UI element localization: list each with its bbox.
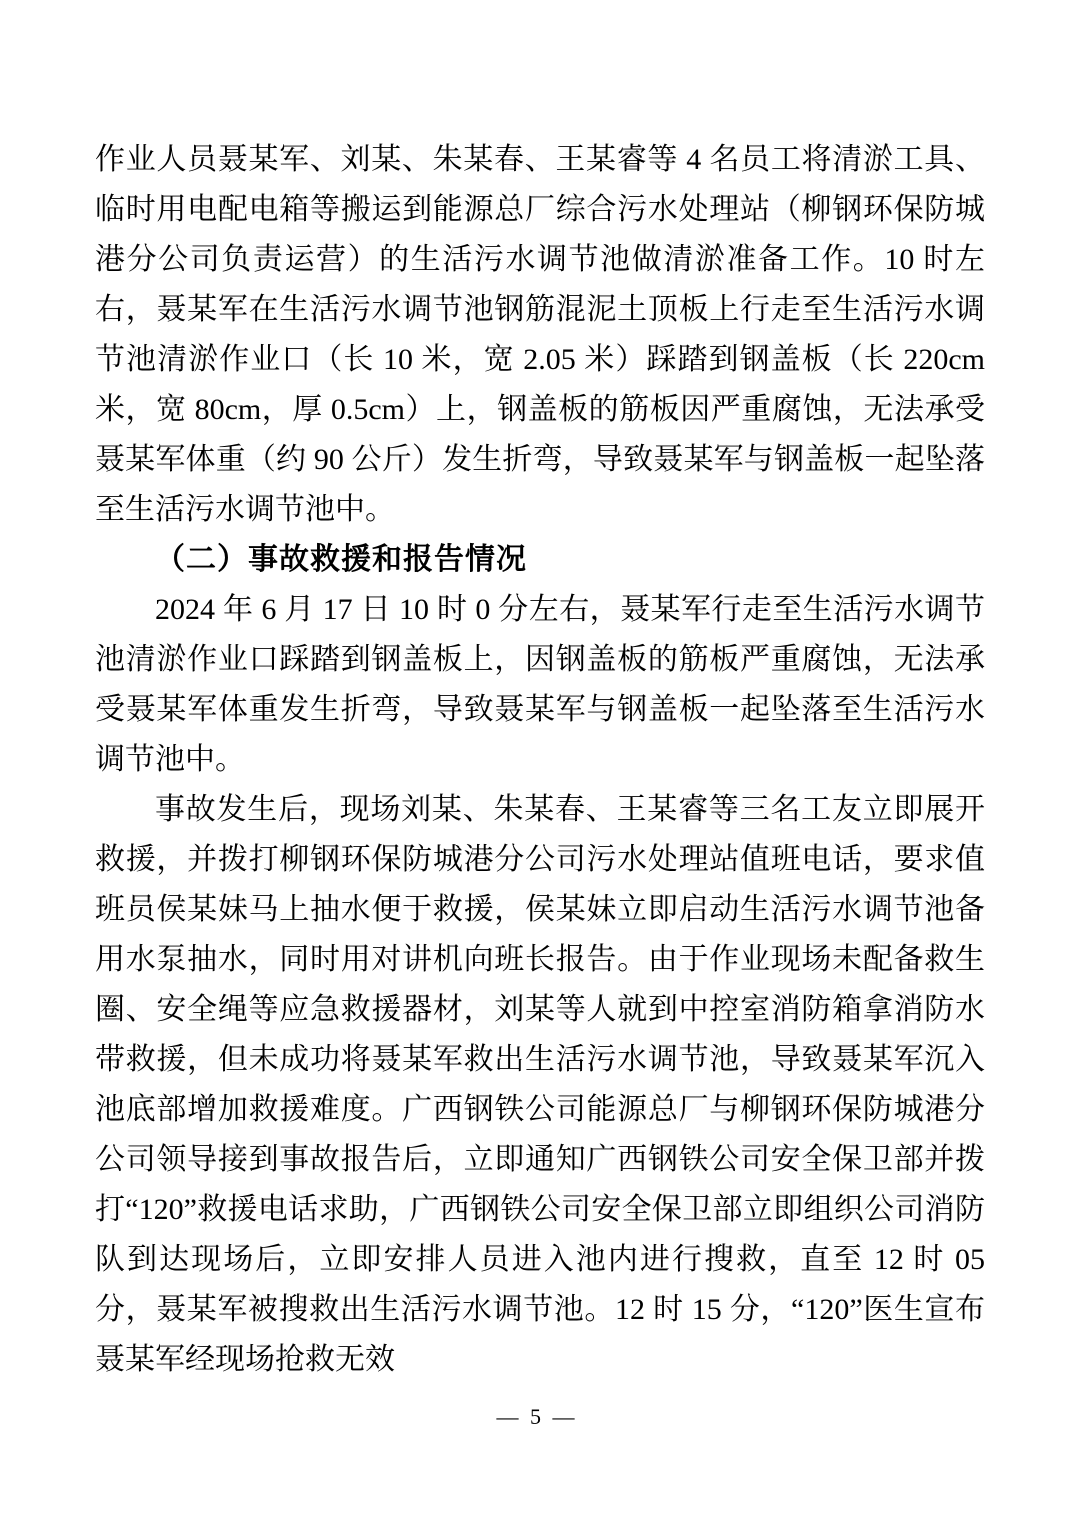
paragraph-rescue-details: 事故发生后，现场刘某、朱某春、王某睿等三名工友立即展开救援，并拨打柳钢环保防城港分公司污水处理站值班电话，要求值班员侯某妹马上抽水便于救援，侯某妹立即启动生活污水调节池备用水泵抽水，同时用对讲机向班长报告。由于作业现场未配备救生圈、安全绳等应急救援器材，刘某等人就到中控室消防箱拿消防水带救援，但未成功将聂某军救出生活污水调节池，导致聂某军沉入池底部增加救援难度。广西钢铁公司能源总厂与柳钢环保防城港分公司领导接到事故报告后，立即通知广西钢铁公司安全保卫部并拨打“120”救援电话求助，广西钢铁公司安全保卫部立即组织公司消防队到达现场后，立即安排人员进入池内进行搜救，直至 12 时 05 分，聂某军被搜救出生活污水调节池。12 时 15 分，“120”医生宣布聂某军经现场抢救无效 xyxy=(95,793,985,1376)
page-number: — 5 — xyxy=(496,1404,578,1429)
paragraph-accident-occurrence: 作业人员聂某军、刘某、朱某春、王某睿等 4 名员工将清淤工具、临时用电配电箱等搬运到能源总厂综合污水处理站（柳钢环保防城港分公司负责运营）的生活污水调节池做清淤准备工作。10 时左右，聂某军在生活污水调节池钢筋混泥土顶板上行走至生活污水调节池清淤作业口（长 10 米，宽 2.05 米）踩踏到钢盖板（长 220cm米，宽 80cm，厚 0.5cm）上，钢盖板的筋板因严重腐蚀，无法承受聂某军体重（约 90 公斤）发生折弯，导致聂某军与钢盖板一起坠落至生活污水调节池中。 xyxy=(95,143,985,526)
document-body xyxy=(95,135,985,1385)
section-heading-rescue-report: （二）事故救援和报告情况 xyxy=(155,543,527,576)
paragraph-fall-summary: 2024 年 6 月 17 日 10 时 0 分左右，聂某军行走至生活污水调节池清淤作业口踩踏到钢盖板上，因钢盖板的筋板严重腐蚀，无法承受聂某军体重发生折弯，导致聂某军与钢盖板一起坠落至生活污水调节池中。 xyxy=(95,593,985,776)
